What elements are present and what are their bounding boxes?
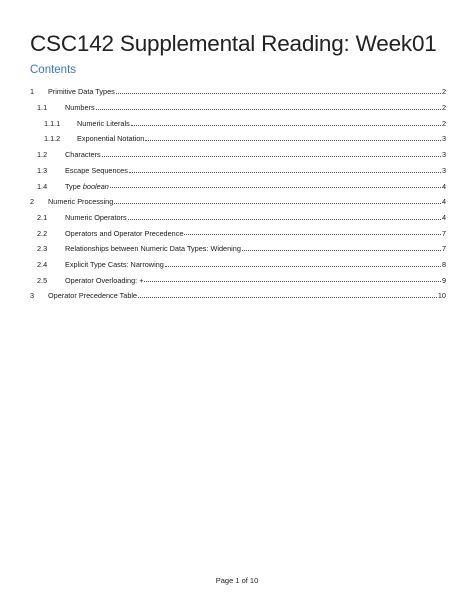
page-number-footer: Page 1 of 10 — [215, 576, 259, 585]
toc-leader-dots — [110, 187, 441, 188]
toc-entry-page: 9 — [441, 275, 446, 285]
toc-entry-page: 10 — [437, 291, 446, 301]
toc-entry-label: Numeric Processing — [48, 197, 114, 207]
toc-entry-label: Escape Sequences — [65, 165, 128, 175]
toc-entry[interactable] — [30, 174, 446, 190]
toc-entry-label-italic: boolean — [82, 181, 109, 191]
toc-entry-page: 3 — [441, 165, 446, 175]
toc-entry-page: 7 — [441, 228, 446, 238]
toc-leader-dots — [145, 140, 441, 141]
toc-entry-number: 3 — [30, 291, 35, 301]
toc-leader-dots — [114, 203, 441, 204]
toc-leader-dots — [138, 297, 437, 298]
toc-entry-number: 1.1 — [37, 103, 48, 113]
toc-entry-number: 2.5 — [37, 275, 48, 285]
toc-entry-label — [65, 183, 109, 190]
toc-entry-page: 3 — [441, 134, 446, 144]
toc-entry-label: Primitive Data Types — [48, 87, 115, 97]
toc-entry-number: 2.1 — [37, 212, 48, 222]
toc-leader-dots — [96, 109, 441, 110]
toc-entry-label: Numbers — [65, 103, 95, 113]
toc-entry-label: Exponential Notation — [77, 134, 145, 144]
toc-entry-label-text: Type — [65, 181, 83, 191]
toc-entry[interactable] — [30, 237, 446, 253]
toc-heading: Contents — [30, 64, 77, 76]
toc-entry-page: 2 — [441, 87, 446, 97]
toc-entry[interactable] — [30, 190, 446, 206]
toc-entry-number: 1 — [30, 87, 35, 97]
toc-entry-number: 1.1.2 — [44, 134, 61, 144]
toc-entry[interactable] — [30, 96, 446, 112]
toc-entry-number: 2.3 — [37, 244, 48, 254]
toc-entry-page: 2 — [441, 103, 446, 113]
toc-leader-dots — [102, 156, 441, 157]
toc-entry-label: Relationships between Numeric Data Types: Widening — [65, 244, 241, 254]
toc-entry[interactable] — [30, 127, 446, 143]
toc-leader-dots — [184, 234, 440, 235]
toc-leader-dots — [116, 93, 441, 94]
table-of-contents — [30, 80, 446, 300]
toc-entry-label: Numeric Operators — [65, 212, 127, 222]
toc-entry-number: 1.2 — [37, 150, 48, 160]
toc-entry-label: Explicit Type Casts: Narrowing — [65, 259, 164, 269]
toc-entry-label: Characters — [65, 150, 101, 160]
toc-entry[interactable] — [30, 284, 446, 300]
toc-entry-number: 2.2 — [37, 228, 48, 238]
toc-entry[interactable] — [30, 206, 446, 222]
toc-entry-number: 2.4 — [37, 259, 48, 269]
toc-entry[interactable] — [30, 253, 446, 269]
toc-entry-label: Operator Precedence Table — [48, 291, 138, 301]
toc-entry-page: 4 — [441, 212, 446, 222]
toc-leader-dots — [128, 219, 441, 220]
document-title: CSC142 Supplemental Reading: Week01 — [30, 31, 437, 56]
toc-entry-label: Operator Overloading: + — [65, 275, 144, 285]
toc-entry-page: 4 — [441, 181, 446, 191]
toc-entry-page: 7 — [441, 244, 446, 254]
toc-entry-number: 1.3 — [37, 165, 48, 175]
toc-entry-number: 1.1.1 — [44, 118, 61, 128]
toc-entry[interactable] — [30, 221, 446, 237]
toc-entry-label: Numeric Literals — [77, 118, 130, 128]
toc-entry[interactable] — [30, 111, 446, 127]
toc-entry-page: 2 — [441, 118, 446, 128]
toc-leader-dots — [129, 172, 441, 173]
toc-entry[interactable] — [30, 268, 446, 284]
toc-leader-dots — [165, 266, 441, 267]
toc-entry[interactable] — [30, 158, 446, 174]
toc-leader-dots — [144, 281, 440, 282]
toc-leader-dots — [131, 125, 441, 126]
toc-entry-label: Operators and Operator Precedence — [65, 228, 184, 238]
toc-entry-number: 1.4 — [37, 181, 48, 191]
toc-entry-page: 8 — [441, 259, 446, 269]
toc-entry-page: 4 — [441, 197, 446, 207]
toc-entry-number: 2 — [30, 197, 35, 207]
toc-entry-page: 3 — [441, 150, 446, 160]
toc-entry[interactable] — [30, 80, 446, 96]
toc-leader-dots — [242, 250, 441, 251]
toc-entry[interactable] — [30, 143, 446, 159]
